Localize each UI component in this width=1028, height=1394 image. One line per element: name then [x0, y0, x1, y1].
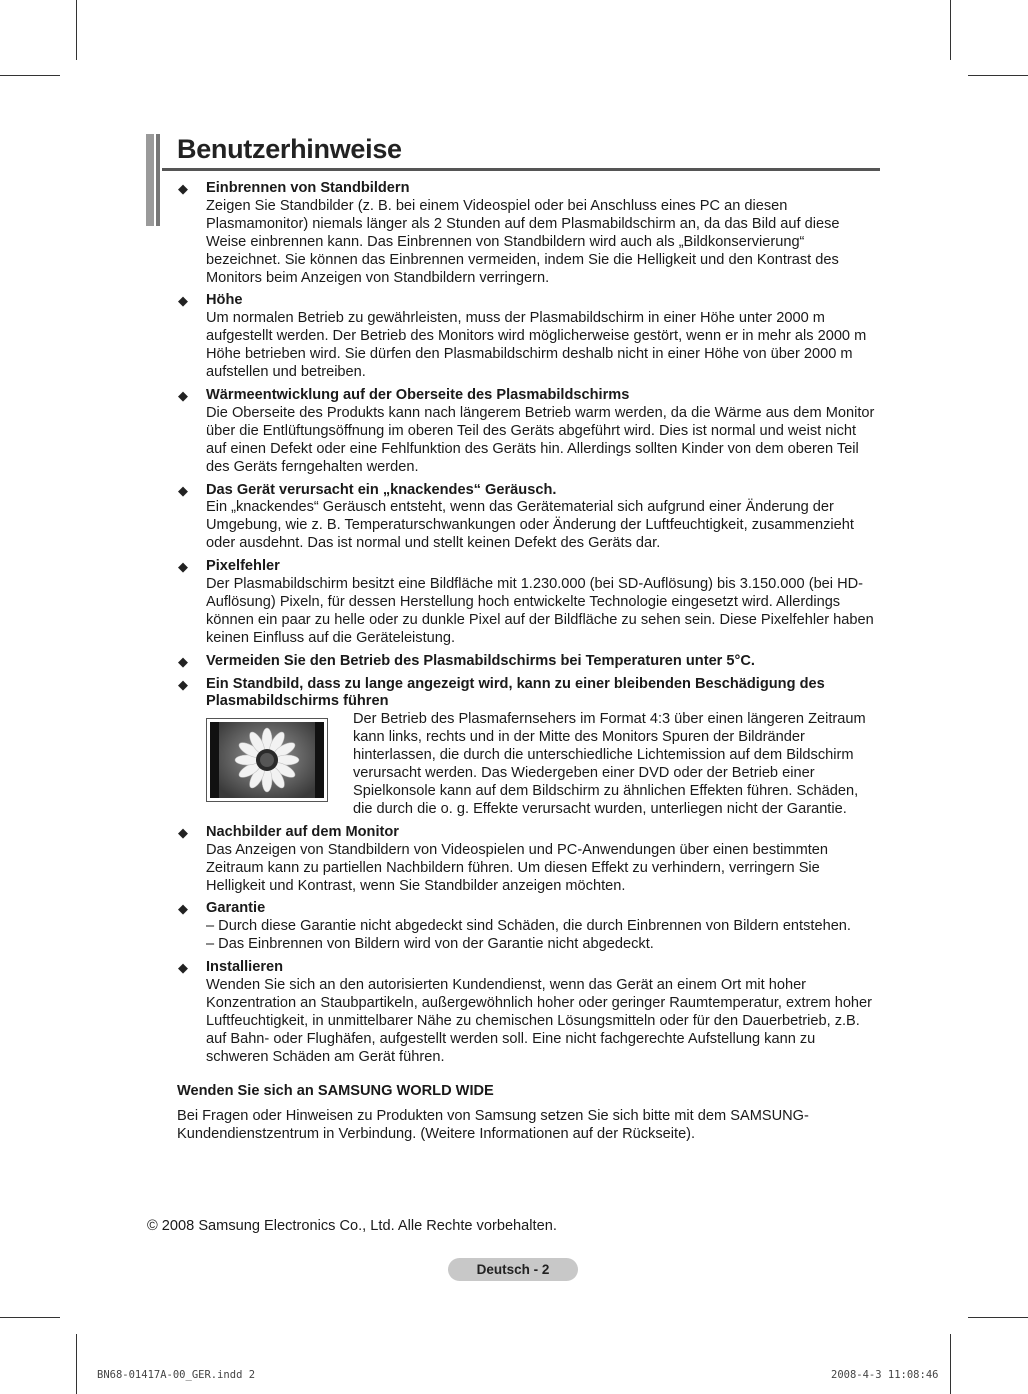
notice-item-altitude [176, 292, 876, 382]
crop-mark [0, 1317, 60, 1318]
notice-item-pixel-defects [176, 558, 876, 648]
diamond-bullet-icon: ◆ [178, 559, 188, 575]
contact-heading: Wenden Sie sich an SAMSUNG WORLD WIDE [177, 1083, 494, 1099]
crop-mark [968, 75, 1028, 76]
notice-heading: Garantie [206, 900, 266, 917]
crop-mark [950, 0, 951, 60]
sunflower-illustration [210, 722, 324, 798]
diamond-bullet-icon: ◆ [178, 293, 188, 309]
notice-body: Der Plasmabildschirm besitzt eine Bildfläche mit 1.230.000 (bei SD-Auflösung) bis 3.150.000 (bei HD-Auflösung) Pixeln, für dessen Herstellung hoch entwickelte Technologie eingesetzt wird. Allerdings können ein paar zu helle oder zu dunkle Pixel auf der Bildfläche zu sehen sein. Diese Pixelfehler haben keinen Einfluss auf die Geräteleistung. [206, 576, 874, 646]
warranty-line: – Das Einbrennen von Bildern wird von der Garantie nicht abgedeckt. [206, 936, 654, 953]
notice-heading: Das Gerät verursacht ein „knackendes“ Geräusch. [206, 481, 557, 498]
warranty-line: – Durch diese Garantie nicht abgedeckt sind Schäden, die durch Einbrennen von Bildern entstehen. [206, 918, 851, 935]
diamond-bullet-icon: ◆ [178, 901, 188, 917]
print-slug-file: BN68-01417A-00_GER.indd 2 [97, 1369, 256, 1381]
media-row [206, 711, 876, 818]
title-accent-bars [146, 134, 162, 226]
crop-mark [76, 0, 77, 60]
notice-item-warranty [176, 900, 876, 954]
notice-body: Ein „knackendes“ Geräusch entsteht, wenn das Gerätematerial sich aufgrund einer Änderung der Umgebung, wie z. B. Temperaturschwankungen oder Änderung der Luftfeuchtigkeit, zusammenzieht oder ausdehnt. Das ist normal und stellt keinen Defekt des Geräts dar. [206, 499, 854, 552]
notice-item-still-image [176, 676, 876, 819]
notice-list [176, 180, 876, 1072]
notice-heading: Wärmeentwicklung auf der Oberseite des Plasmabildschirms [206, 386, 630, 403]
notice-heading: Ein Standbild, dass zu lange angezeigt wird, kann zu einer bleibenden Beschädigung des Plasmabildschirms führen [206, 675, 825, 710]
crop-mark [76, 1334, 77, 1394]
title-rule [162, 168, 880, 171]
crop-mark [950, 1334, 951, 1394]
notice-heading: Höhe [206, 292, 243, 309]
notice-item-installation [176, 959, 876, 1066]
crop-mark [0, 75, 60, 76]
notice-body: Die Oberseite des Produkts kann nach längerem Betrieb warm werden, da die Wärme aus dem Monitor über die Entlüftungsöffnung im oberen Teil des Geräts abgeführt wird. Dies ist normal und weist nicht auf einen Defekt oder eine Fehlfunktion des Geräts hin. Allerdings sollten Kinder von dem oberen Teil des Geräts ferngehalten werden. [206, 404, 875, 475]
diamond-bullet-icon: ◆ [178, 960, 188, 976]
notice-item-afterimages [176, 824, 876, 896]
notice-body: Der Betrieb des Plasmafernsehers im Format 4:3 über einen längeren Zeitraum kann links, rechts und in der Mitte des Monitors Spuren der Bildränder hinterlassen, die durch die unterschiedliche Lichtemission auf dem Bildschirm verursacht werden. Das Wiedergeben einer DVD oder der Betrieb einer Spielkonsole kann auf dem Bildschirm zu ähnlichen Effekten führen. Schäden, die durch die o. g. Effekte verursacht wurden, unterliegen nicht der Garantie. [353, 711, 866, 817]
page-number-badge: Deutsch - 2 [448, 1258, 578, 1281]
notice-body: Zeigen Sie Standbilder (z. B. bei einem Videospiel oder bei Anschluss eines PC an diesen Plasmamonitor) niemals länger als 2 Stunden auf dem Plasmabildschirm an, da das Bild auf diese Weise einbrennen kann. Das Einbrennen von Standbildern wird auch als „Bildkonservierung“ bezeichnet. Sie können das Einbrennen vermeiden, indem Sie die Helligkeit und den Kontrast des Monitors beim Anzeigen von Standbildern verringern. [206, 197, 840, 286]
notice-heading: Pixelfehler [206, 558, 280, 575]
diamond-bullet-icon: ◆ [178, 387, 188, 403]
notice-body: Um normalen Betrieb zu gewährleisten, muss der Plasmabildschirm in einer Höhe unter 2000 m aufgestellt werden. Der Betrieb des Monitors wird möglicherweise gestört, wenn er in mehr als 2000 m Höhe betrieben wird. Sie dürfen den Plasmabildschirm deshalb nicht in einer Höhe von über 2000 m aufstellen und betreiben. [206, 310, 867, 381]
diamond-bullet-icon: ◆ [178, 482, 188, 498]
notice-item-noise [176, 482, 876, 554]
notice-heading: Vermeiden Sie den Betrieb des Plasmabildschirms bei Temperaturen unter 5°C. [206, 652, 755, 669]
copyright-notice: © 2008 Samsung Electronics Co., Ltd. Alle Rechte vorbehalten. [147, 1218, 557, 1234]
print-slug-date: 2008-4-3 11:08:46 [831, 1369, 939, 1381]
notice-item-temperature [176, 653, 876, 671]
notice-heading: Installieren [206, 959, 284, 976]
crop-mark [968, 1317, 1028, 1318]
notice-heading: Einbrennen von Standbildern [206, 180, 410, 196]
contact-section [177, 1083, 877, 1144]
contact-body: Bei Fragen oder Hinweisen zu Produkten von Samsung setzen Sie sich bitte mit dem SAMSUNG-Kundendienstzentrum in Verbindung. (Weitere Informationen auf der Rückseite). [177, 1107, 809, 1142]
accent-bar [146, 134, 154, 226]
notice-body: Das Anzeigen von Standbildern von Videospielen und PC-Anwendungen über einen bestimmten Zeitraum kann zu partiellen Nachbildern führen. Um diesen Effekt zu verhindern, verringern Sie Helligkeit und Kontrast, wenn Sie Standbilder anzeigen möchten. [206, 841, 829, 894]
diamond-bullet-icon: ◆ [178, 676, 188, 692]
accent-bar [156, 134, 160, 226]
page-title: Benutzerhinweise [177, 134, 402, 164]
flower-screen-image [206, 718, 328, 802]
diamond-bullet-icon: ◆ [178, 653, 188, 669]
diamond-bullet-icon: ◆ [178, 181, 188, 196]
notice-item-heat [176, 387, 876, 477]
diamond-bullet-icon: ◆ [178, 824, 188, 840]
notice-heading: Nachbilder auf dem Monitor [206, 823, 399, 840]
notice-item-burn-in [176, 180, 876, 287]
notice-body: Wenden Sie sich an den autorisierten Kundendienst, wenn das Gerät an einem Ort mit hoher Konzentration an Staubpartikeln, außergewöhnlich hoher oder geringer Raumtemperatur, extrem hoher Luftfeuchtigkeit, in unmittelbarer Nähe zu chemischen Lösungsmitteln oder für den Dauerbetrieb, z.B. auf Bahn- oder Flughäfen, aufgestellt werden soll. Eine nicht fachgerechte Aufstellung kann zu schweren Schäden am Gerät führen. [206, 977, 873, 1065]
